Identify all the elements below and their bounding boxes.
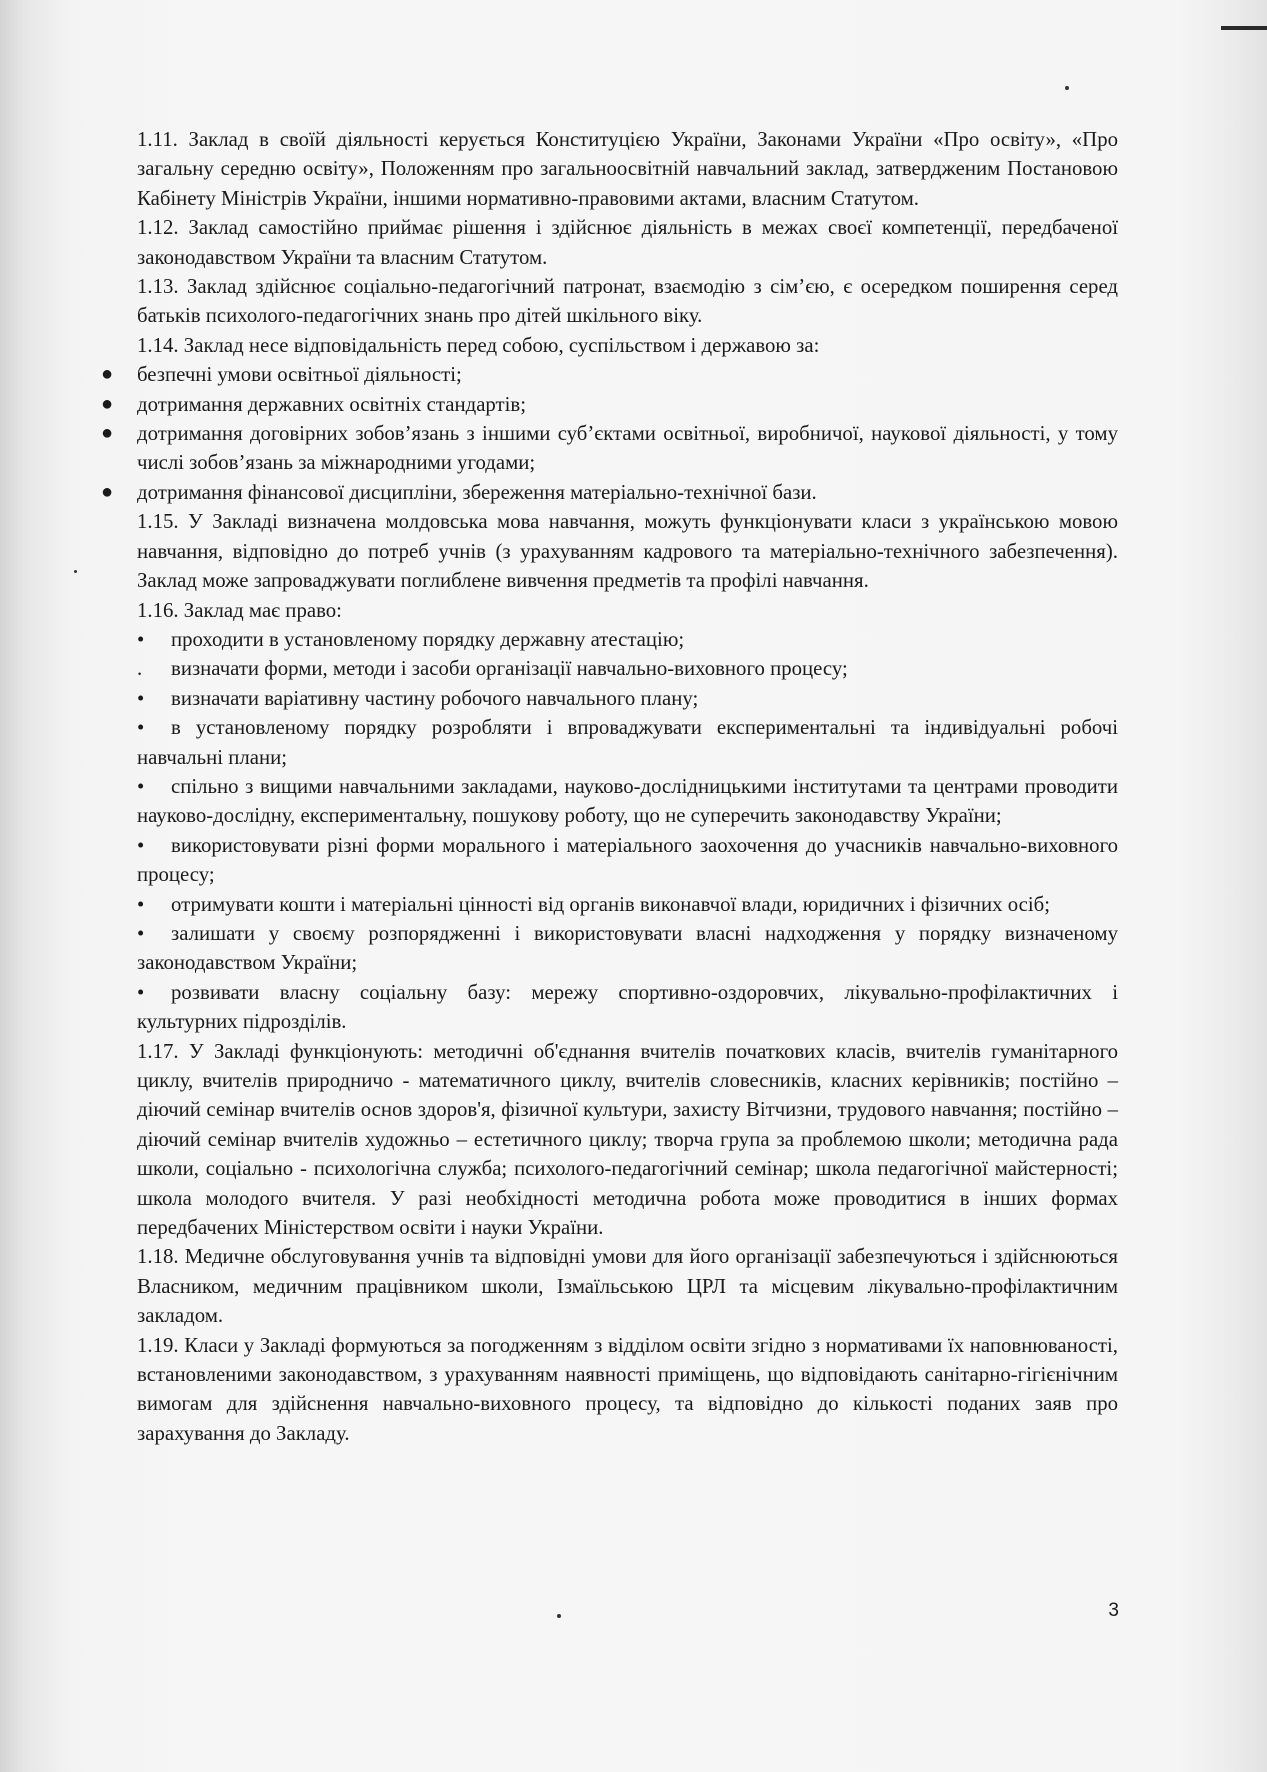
scan-speck [1065,86,1069,90]
bullet-icon: • [137,892,145,916]
bullet-icon: . [137,657,143,681]
bullet-icon: ● [101,363,114,386]
bullet-icon: • [137,686,145,710]
paragraph-1-19: 1.19. Класи у Закладі формуються за погодженням з відділом освіти згідно з нормативами їх наповнюваності, встановленими законодавством, з урахуванням наявності приміщень, що відповідають санітарно-гігієнічним вимогам для здійснення навчально-виховного процесу, та відповідно до кількості поданих заяв про зарахування до Закладу. [137,1333,1118,1445]
responsibility-list [101,360,1118,507]
paragraph-1-14: 1.14. Заклад несе відповідальність перед собою, суспільством і державою за: [137,333,820,357]
scan-speck [74,570,77,573]
paragraph-1-11: 1.11. Заклад в своїй діяльності керується Конституцією України, Законами України «Про освіту», «Про загальну середню освіту», Положенням про загальноосвітній навчальний заклад, затвердженим Постановою Кабінету Міністрів України, іншими нормативно-правовими актами, власним Статутом. [137,128,1118,210]
list-item: ● дотримання державних освітніх стандартів; [137,390,1118,419]
paragraph-1-15: 1.15. У Закладі визначена молдовська мова навчання, можуть функціонувати класи з українською мовою навчання, відповідно до потреб учнів (з урахуванням кадрового та матеріально-технічного забезпечення). Заклад може запроваджувати поглиблене вивчення предметів та профілі навчання. [137,510,1118,593]
list-item: • в установленому порядку розробляти і впроваджувати експериментальні та індивідуальні робочі навчальні плани; [137,713,1118,772]
list-item: • залишати у своєму розпорядженні і використовувати власні надходження у порядку визначеному законодавством України; [137,919,1118,978]
list-item: ● дотримання договірних зобов’язань з іншими суб’єктами освітньої, виробничої, наукової діяльності, у тому числі зобов’язань за міжнародними угодами; [137,419,1118,478]
list-item: • отримувати кошти і матеріальні цінності від органів виконавчої влади, юридичних і фізичних осіб; [137,890,1118,919]
bullet-icon: • [137,774,145,798]
bullet-icon: • [137,980,145,1004]
bullet-icon: • [137,833,145,857]
bullet-icon: • [137,716,145,740]
document-body [101,125,1118,1448]
bullet-icon: ● [101,480,114,503]
list-item: • проходити в установленому порядку державну атестацію; [137,625,1118,654]
bullet-icon: • [137,627,145,651]
list-item: • визначати варіативну частину робочого навчального плану; [137,684,1118,713]
paragraph-1-18: 1.18. Медичне обслуговування учнів та відповідні умови для його організації забезпечуються і здійснюються Власником, медичним працівником школи, Ізмаїльською ЦРЛ та місцевим лікувально-профілактичним закладом. [137,1245,1118,1328]
scan-speck [557,1614,561,1618]
bullet-icon: ● [101,422,114,445]
bullet-icon: ● [101,392,114,415]
list-item: . визначати форми, методи і засоби організації навчально-виховного процесу; [137,654,1118,683]
rights-list [137,625,1118,1037]
list-item: • використовувати різні форми морального і матеріального заохочення до учасників навчально-виховного процесу; [137,831,1118,890]
list-item: • розвивати власну соціальну базу: мережу спортивно-оздоровчих, лікувально-профілактичних і культурних підрозділів. [137,978,1118,1037]
list-item: • спільно з вищими навчальними закладами, науково-дослідницькими інститутами та центрами проводити науково-дослідну, експериментальну, пошукову роботу, що не суперечить законодавству України; [137,772,1118,831]
paragraph-1-13: 1.13. Заклад здійснює соціально-педагогічний патронат, взаємодію з сім’єю, є осередком поширення серед батьків психолого-педагогічних знань про дітей шкільного віку. [137,275,1118,328]
list-item: ● дотримання фінансової дисципліни, збереження матеріально-технічної бази. [137,478,1118,507]
list-item: ● безпечні умови освітньої діяльності; [137,360,1118,389]
bullet-icon: • [137,921,145,945]
page-number: 3 [1108,1600,1119,1621]
paragraph-1-12: 1.12. Заклад самостійно приймає рішення і здійснює діяльність в межах своєї компетенції, передбаченої законодавством України та власним Статутом. [137,216,1118,269]
paragraph-1-17: 1.17. У Закладі функціонують: методичні об'єднання вчителів початкових класів, вчителів гуманітарного циклу, вчителів природничо - математичного циклу, вчителів словесників, класних керівників; постійно –діючий семінар вчителів основ здоров'я, фізичної культури, захисту Вітчизни, трудового навчання; постійно –діючий семінар вчителів художньо – естетичного циклу; творча група за проблемою школи; методична рада школи, соціально - психологічна служба; психолого-педагогічний семінар; школа педагогічної майстерності; школа молодого вчителя. У разі необхідності методична робота може проводитися в інших формах передбачених Міністерством освіти і науки України. [137,1039,1118,1240]
scan-edge-mark [1221,26,1267,30]
paragraph-1-16: 1.16. Заклад має право: [137,598,342,622]
